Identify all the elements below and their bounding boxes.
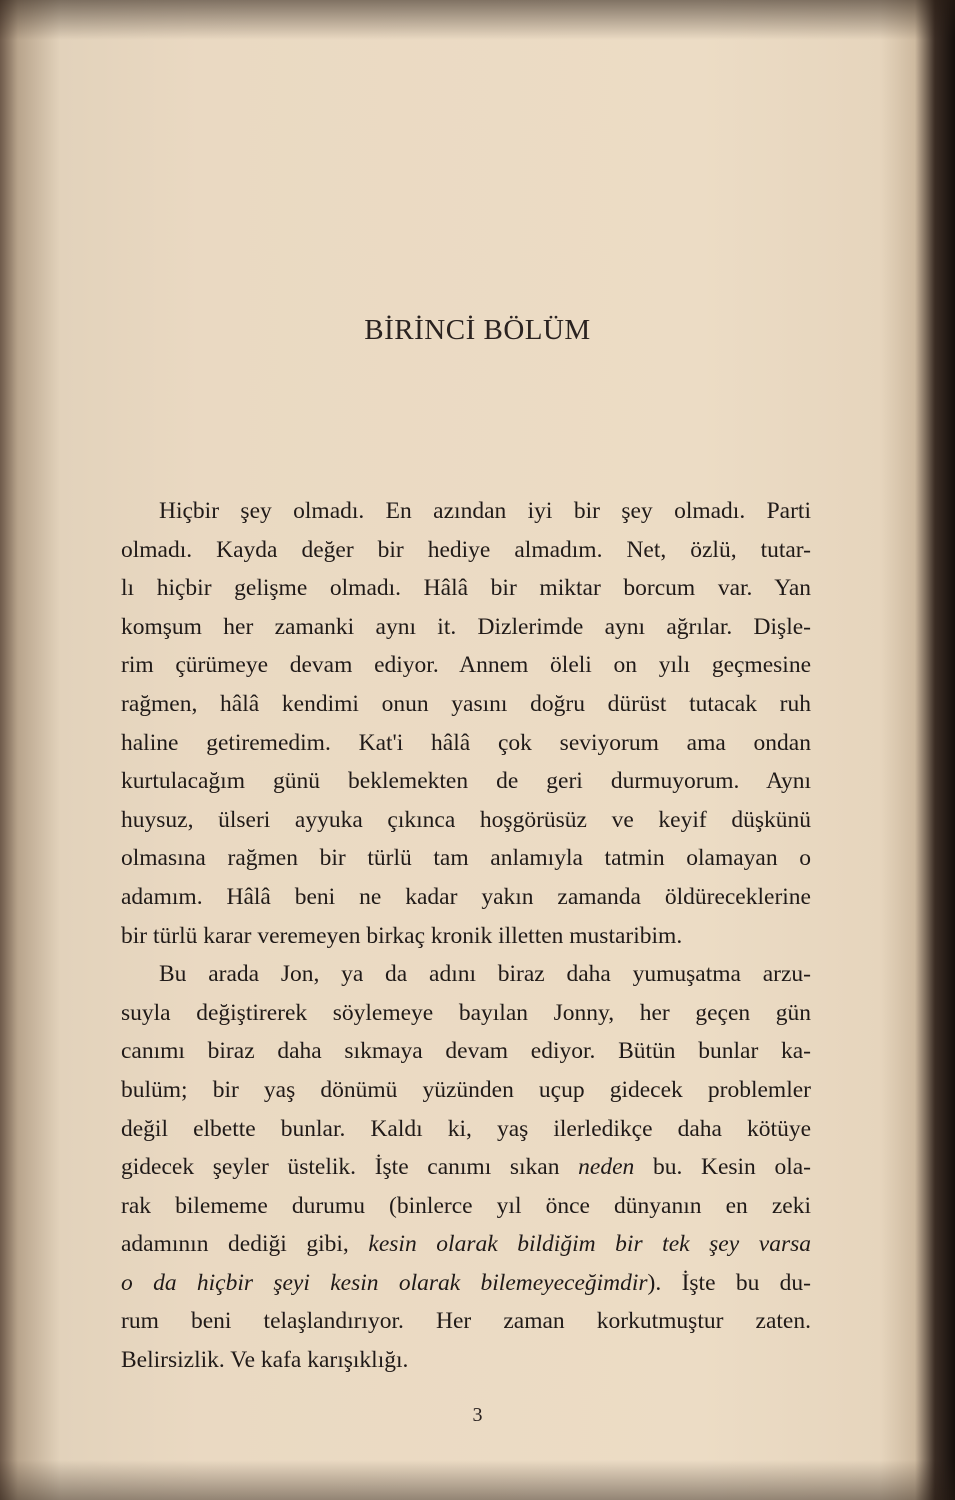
text-run: adamının dediği gibi, xyxy=(121,1231,369,1258)
text-run: gidecek şeyler üstelik. İşte canımı sıkan xyxy=(121,1154,579,1181)
italic-quote: o da hiçbir şeyi kesin olarak bilemeyeceğimdir xyxy=(121,1269,648,1296)
page-number: 3 xyxy=(472,1404,483,1426)
page-shadow-top xyxy=(0,0,955,40)
text-line: rak bilememe durumu (binlerce yıl önce dünyanın en zeki xyxy=(121,1192,811,1219)
text-line: canımı biraz daha sıkmaya devam ediyor. Bütün bunlar ka- xyxy=(121,1038,811,1065)
text-line: olmadı. Kayda değer bir hediye almadım. Net, özlü, tutar- xyxy=(121,536,811,563)
text-run: bu. Kesin ola- xyxy=(634,1154,811,1181)
text-line: rim çürümeye devam ediyor. Annem öleli on yılı geçmesine xyxy=(121,652,811,679)
page-shadow-bottom xyxy=(0,1460,955,1500)
text-line: Bu arada Jon, ya da adını biraz daha yumuşatma arzu- xyxy=(159,961,811,988)
text-line xyxy=(121,1225,811,1264)
text-line: Hiçbir şey olmadı. En azından iyi bir şey olmadı. Parti xyxy=(159,498,811,524)
text-line: değil elbette bunlar. Kaldı ki, yaş ilerledikçe daha kötüye xyxy=(121,1115,811,1142)
text-line: rağmen, hâlâ kendimi onun yasını doğru dürüst tutacak ruh xyxy=(121,690,811,717)
text-line xyxy=(121,1264,811,1303)
text-line: bulüm; bir yaş dönümü yüzünden uçup gidecek problemler xyxy=(121,1076,811,1103)
text-line: bir türlü karar veremeyen birkaç kronik illetten mustaribim. xyxy=(121,922,683,949)
text-line xyxy=(121,1148,811,1187)
text-line: komşum her zamanki aynı it. Dizlerimde aynı ağrılar. Dişle- xyxy=(121,613,811,640)
italic-word: neden xyxy=(578,1154,635,1181)
text-line: huysuz, ülseri ayyuka çıkınca hoşgörüsüz ve keyif düşkünü xyxy=(121,806,811,833)
text-line: suyla değiştirerek söylemeye bayılan Jonny, her geçen gün xyxy=(121,999,811,1026)
body-text xyxy=(121,492,811,1380)
text-line: haline getiremedim. Kat'i hâlâ çok seviyorum ama ondan xyxy=(121,729,811,756)
text-line: lı hiçbir gelişme olmadı. Hâlâ bir miktar borcum var. Yan xyxy=(121,575,811,602)
chapter-title: BİRİNCİ BÖLÜM xyxy=(364,314,591,346)
text-line: Belirsizlik. Ve kafa karışıklığı. xyxy=(121,1347,409,1374)
text-line: adamım. Hâlâ beni ne kadar yakın zamanda öldüreceklerine xyxy=(121,883,811,910)
text-run: ). İşte bu du- xyxy=(647,1269,811,1296)
italic-quote: kesin olarak bildiğim bir tek şey varsa xyxy=(368,1231,811,1258)
text-line: olmasına rağmen bir türlü tam anlamıyla tatmin olamayan o xyxy=(121,845,811,872)
text-line: kurtulacağım günü beklemekten de geri durmuyorum. Aynı xyxy=(121,768,811,795)
text-line: rum beni telaşlandırıyor. Her zaman korkutmuştur zaten. xyxy=(121,1308,811,1335)
